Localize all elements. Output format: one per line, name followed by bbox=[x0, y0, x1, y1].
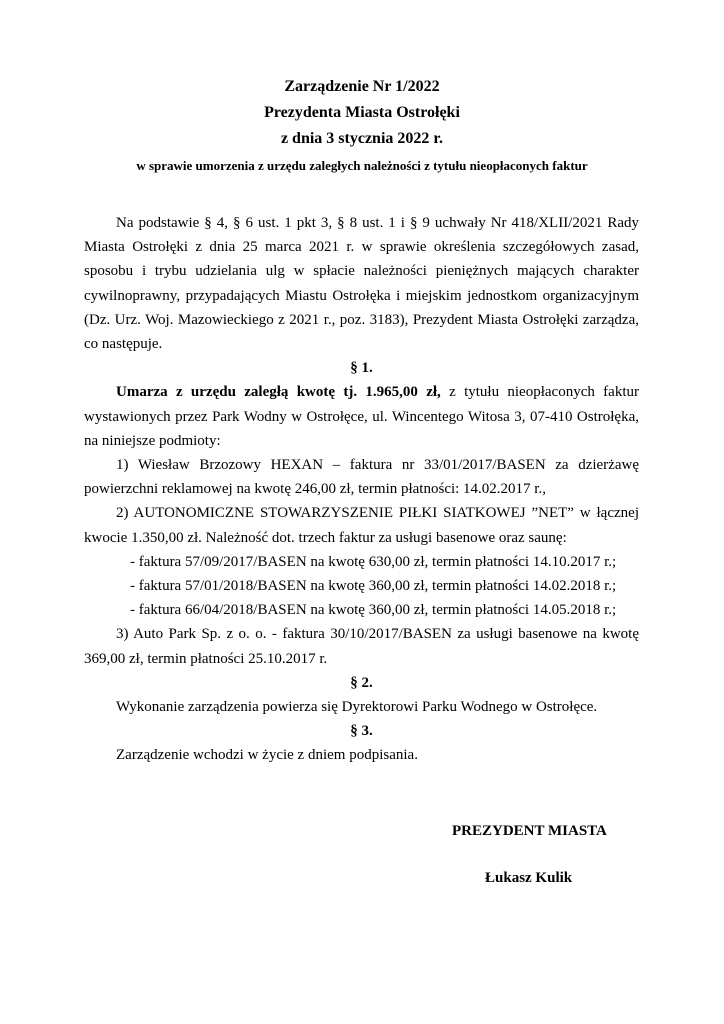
section-3-text: Zarządzenie wchodzi w życie z dniem podpisania. bbox=[116, 747, 418, 764]
section-1-item-2: 2) AUTONOMICZNE STOWARZYSZENIE PIŁKI SIATKOWEJ ”NET” w łącznej kwocie 1.350,00 zł. Należność dot. trzech faktur za usługi basenowe oraz saunę: bbox=[84, 505, 639, 546]
invoice-list-item: - faktura 66/04/2018/BASEN na kwotę 360,00 zł, termin płatności 14.05.2018 r.; bbox=[130, 602, 617, 619]
document-date: z dnia 3 stycznia 2022 r. bbox=[280, 130, 444, 147]
signature-title: PREZYDENT MIASTA bbox=[452, 823, 607, 839]
section-2-heading: § 2. bbox=[350, 674, 373, 691]
invoice-list-item: - faktura 57/01/2018/BASEN na kwotę 360,00 zł, termin płatności 14.02.2018 r.; bbox=[130, 578, 617, 595]
section-3-heading: § 3. bbox=[350, 723, 373, 740]
document-issuer: Prezydenta Miasta Ostrołęki bbox=[264, 104, 460, 121]
invoice-list-item: - faktura 57/09/2017/BASEN na kwotę 630,00 zł, termin płatności 14.10.2017 r.; bbox=[130, 553, 617, 570]
section-1-item-3: 3) Auto Park Sp. z o. o. - faktura 30/10/2017/BASEN za usługi basenowe na kwotę 369,00 zł, termin płatności 25.10.2017 r. bbox=[84, 626, 639, 667]
document-title: Zarządzenie Nr 1/2022 bbox=[284, 78, 440, 95]
section-1-item-1: 1) Wiesław Brzozowy HEXAN – faktura nr 33/01/2017/BASEN za dzierżawę powierzchni reklamowej na kwotę 246,00 zł, termin płatności: 14.02.2017 r., bbox=[84, 457, 639, 498]
document-header bbox=[0, 74, 724, 177]
document-body bbox=[84, 211, 639, 768]
section-1-heading: § 1. bbox=[350, 360, 373, 377]
preamble-paragraph: Na podstawie § 4, § 6 ust. 1 pkt 3, § 8 ust. 1 i § 9 uchwały Nr 418/XLII/2021 Rady Miasta Ostrołęki z dnia 25 marca 2021 r. w sprawie określenia szczegółowych zasad, sposobu i trybu udzielania ulg w spłacie należności pieniężnych mających charakter cywilnoprawny, przypadających Miastu Ostrołęka i miejskim jednostkom organizacyjnym (Dz. Urz. Woj. Mazowieckiego z 2021 r., poz. 3183), Prezydent Miasta Ostrołęki zarządza, co następuje. bbox=[84, 215, 639, 353]
section-2-text: Wykonanie zarządzenia powierza się Dyrektorowi Parku Wodnego w Ostrołęce. bbox=[116, 699, 598, 716]
section-1-intro-rest: z tytułu nieopłaconych faktur wystawionych przez Park Wodny w Ostrołęce, ul. Wincentego Witosa 3, 07-410 Ostrołęka, na niniejsze podmioty: bbox=[84, 384, 639, 449]
document-subject: w sprawie umorzenia z urzędu zaległych należności z tytułu nieopłaconych faktur bbox=[136, 158, 588, 173]
signature-name: Łukasz Kulik bbox=[485, 870, 573, 886]
section-1-intro-bold: Umarza z urzędu zaległą kwotę tj. 1.965,00 zł, bbox=[116, 384, 441, 401]
section-1-intro bbox=[84, 380, 639, 453]
